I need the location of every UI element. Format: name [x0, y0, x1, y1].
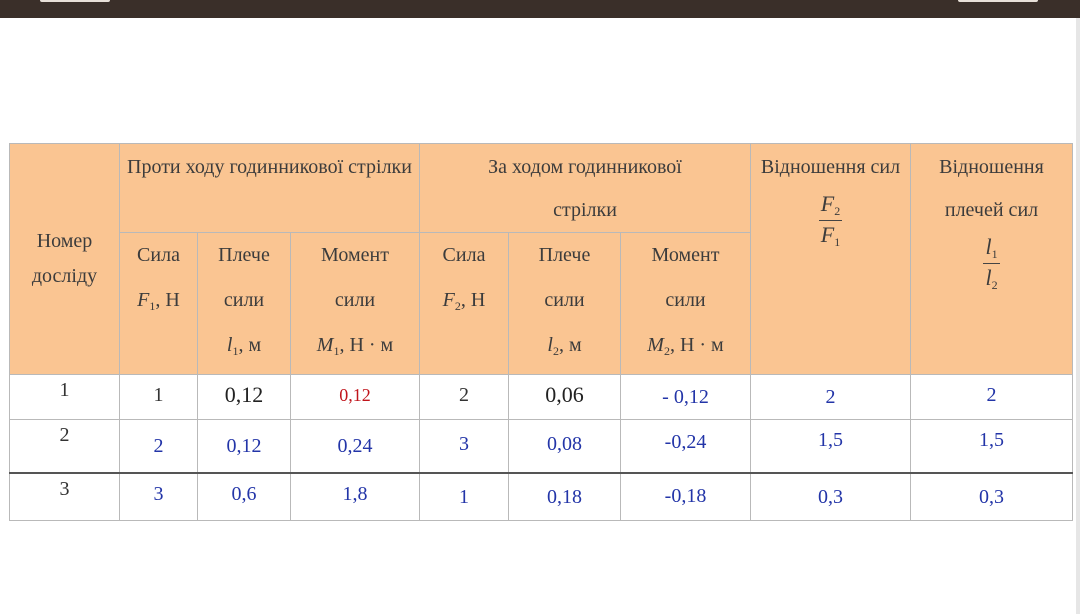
cell-moment1: 1,8 — [291, 473, 420, 521]
arm-ratio-fraction: $\frac{l_1}{l_2}$ — [985, 234, 998, 292]
cell-moment1: 0,24 — [291, 420, 420, 474]
cell-arm-ratio: 2 — [911, 375, 1073, 420]
cell-arm-ratio: 0,3 — [911, 473, 1073, 521]
cell-moment2: -0,24 — [621, 420, 751, 474]
cell-arm2: 0,08 — [509, 420, 621, 474]
cell-arm2: 0,18 — [509, 473, 621, 521]
header-force-ratio-label: Відношення сил — [760, 156, 901, 178]
top-bar-left-fragment — [40, 0, 110, 2]
header-experiment-number — [10, 144, 120, 375]
header-cw-group — [420, 144, 751, 233]
header-arm-ratio — [911, 144, 1073, 375]
cell-arm1: 0,12 — [198, 420, 291, 474]
cell-arm1: 0,12 — [198, 375, 291, 420]
header-force-ratio — [751, 144, 911, 375]
window-top-bar — [0, 0, 1080, 18]
cell-force2: 1 — [420, 473, 509, 521]
header-force2: Сила $F_2$, Н — [420, 233, 509, 375]
header-moment1: Момент сили $M_1$, Н · м — [291, 233, 420, 375]
cell-force-ratio: 2 — [751, 375, 911, 420]
cell-force2: 3 — [420, 420, 509, 474]
header-arm-ratio-label: Відношення плечей сил — [939, 156, 1044, 221]
table-row — [10, 420, 1073, 474]
cell-experiment-number: 1 — [10, 375, 120, 420]
experiment-table — [9, 143, 1073, 521]
page-edge — [1076, 18, 1080, 614]
cell-force1: 1 — [120, 375, 198, 420]
cell-force-ratio: 0,3 — [751, 473, 911, 521]
cell-arm1: 0,6 — [198, 473, 291, 521]
top-bar-right-fragment — [958, 0, 1038, 2]
header-arm2: Плече сили $l_2$, м — [509, 233, 621, 375]
table-row — [10, 375, 1073, 420]
cell-force1: 3 — [120, 473, 198, 521]
cell-moment1: 0,12 — [291, 375, 420, 420]
cell-experiment-number: 3 — [10, 473, 120, 521]
cell-moment2: -0,18 — [621, 473, 751, 521]
cell-moment2: - 0,12 — [621, 375, 751, 420]
header-moment2: Момент сили $M_2$, Н · м — [621, 233, 751, 375]
header-ccw-group-label: Проти ходу годинникової стрілки — [127, 156, 412, 178]
header-ccw-group — [120, 144, 420, 233]
cell-arm-ratio: 1,5 — [911, 420, 1073, 474]
header-arm1: Плече сили $l_1$, м — [198, 233, 291, 375]
header-experiment-number-label: Номер досліду — [31, 230, 98, 287]
cell-experiment-number: 2 — [10, 420, 120, 474]
cell-force-ratio: 1,5 — [751, 420, 911, 474]
cell-force2: 2 — [420, 375, 509, 420]
force-ratio-fraction: $\frac{F_2}{F_1}$ — [820, 191, 841, 249]
header-cw-group-label: За ходом годинникової стрілки — [488, 156, 682, 221]
cell-arm2: 0,06 — [509, 375, 621, 420]
header-force1: Сила $F_1$, Н — [120, 233, 198, 375]
cell-force1: 2 — [120, 420, 198, 474]
table-row — [10, 473, 1073, 521]
